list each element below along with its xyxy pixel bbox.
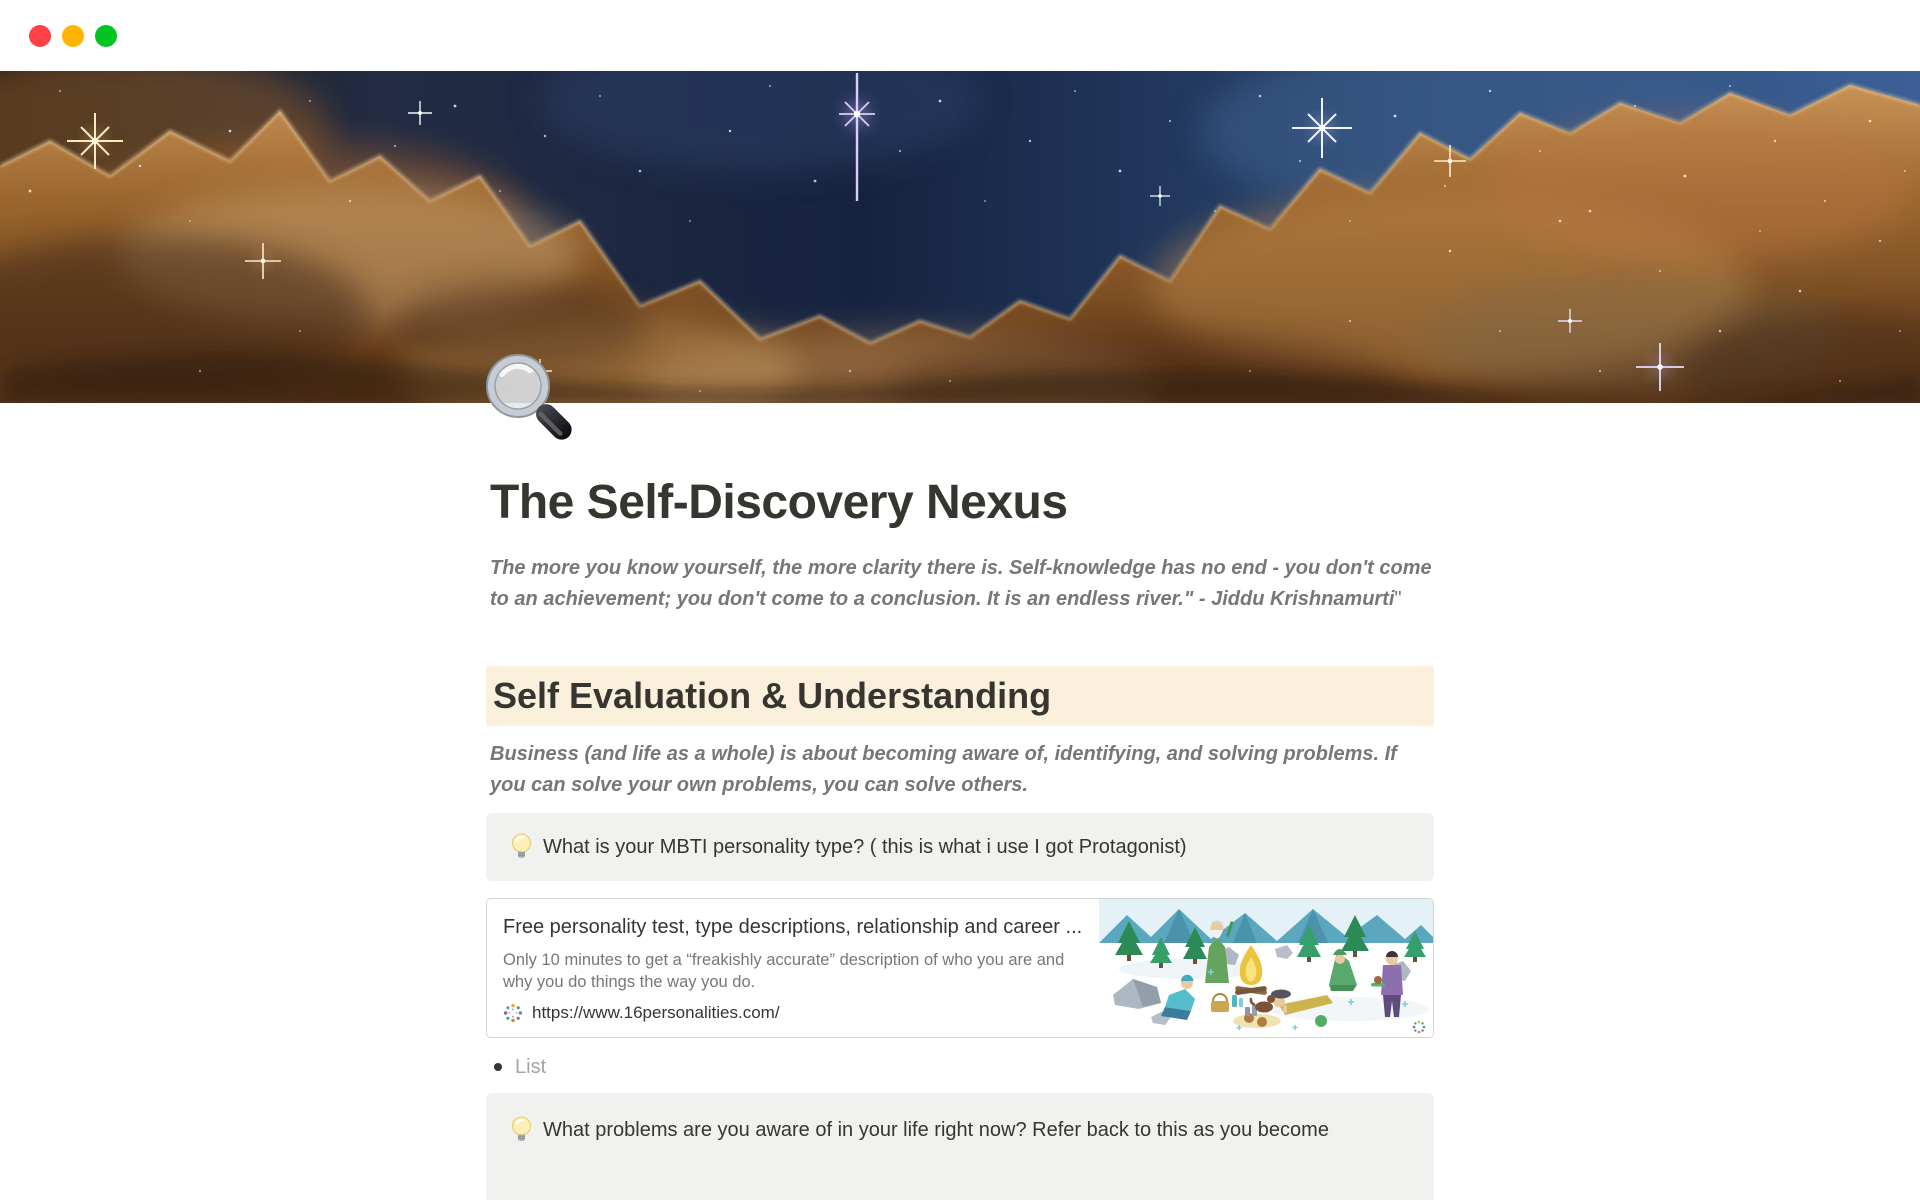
cover-image[interactable]	[0, 71, 1920, 403]
magnifying-glass-icon	[478, 346, 582, 452]
bookmark-text-area	[487, 899, 1099, 1037]
callout-text: What problems are you aware of in your life right now? Refer back to this as you become	[543, 1118, 1329, 1141]
bookmark-title: Free personality test, type descriptions, relationship and career ...	[503, 916, 1083, 938]
light-bulb-icon	[511, 1116, 532, 1144]
close-button[interactable]	[29, 25, 51, 47]
16personalities-favicon-icon	[503, 1003, 523, 1023]
bookmark-url: https://www.16personalities.com/	[532, 1003, 780, 1022]
minimize-button[interactable]	[62, 25, 84, 47]
bullet-marker	[494, 1063, 502, 1071]
bookmark-preview-image	[1099, 899, 1433, 1037]
callout-text: What is your MBTI personality type? ( this is what i use I got Protagonist)	[543, 835, 1187, 858]
quote-trailing-mark: "	[1394, 588, 1402, 610]
page-content	[486, 476, 1434, 1200]
callout-problems-question[interactable]	[486, 1093, 1434, 1200]
page-icon-magnifying-glass[interactable]	[478, 346, 582, 452]
list-placeholder-text: List	[515, 1055, 547, 1078]
fullscreen-button[interactable]	[95, 25, 117, 47]
page-quote-text[interactable]	[486, 553, 1434, 615]
quote-body: The more you know yourself, the more clarity there is. Self-knowledge has no end - you don't come to an achievement; you don't come to a conclusion. It is an endless river." - Jiddu Krishnamurti	[490, 557, 1432, 610]
light-bulb-icon	[511, 833, 532, 861]
callout-mbti-question[interactable]	[486, 813, 1434, 881]
titlebar	[0, 0, 1920, 71]
bookmark-description: Only 10 minutes to get a “freakishly accurate” description of who you are and why you do things the way you do.	[503, 951, 1065, 991]
bookmark-card-16personalities[interactable]	[486, 898, 1434, 1038]
section-intro-text[interactable]: Business (and life as a whole) is about becoming aware of, identifying, and solving problems. If you can solve your own problems, you can solve others.	[490, 743, 1397, 796]
page-title[interactable]: The Self-Discovery Nexus	[490, 476, 1068, 529]
bullet-list-item[interactable]	[486, 1054, 1434, 1080]
nebula-cover-art	[0, 71, 1920, 403]
section-heading-self-evaluation[interactable]: Self Evaluation & Understanding	[486, 666, 1434, 726]
